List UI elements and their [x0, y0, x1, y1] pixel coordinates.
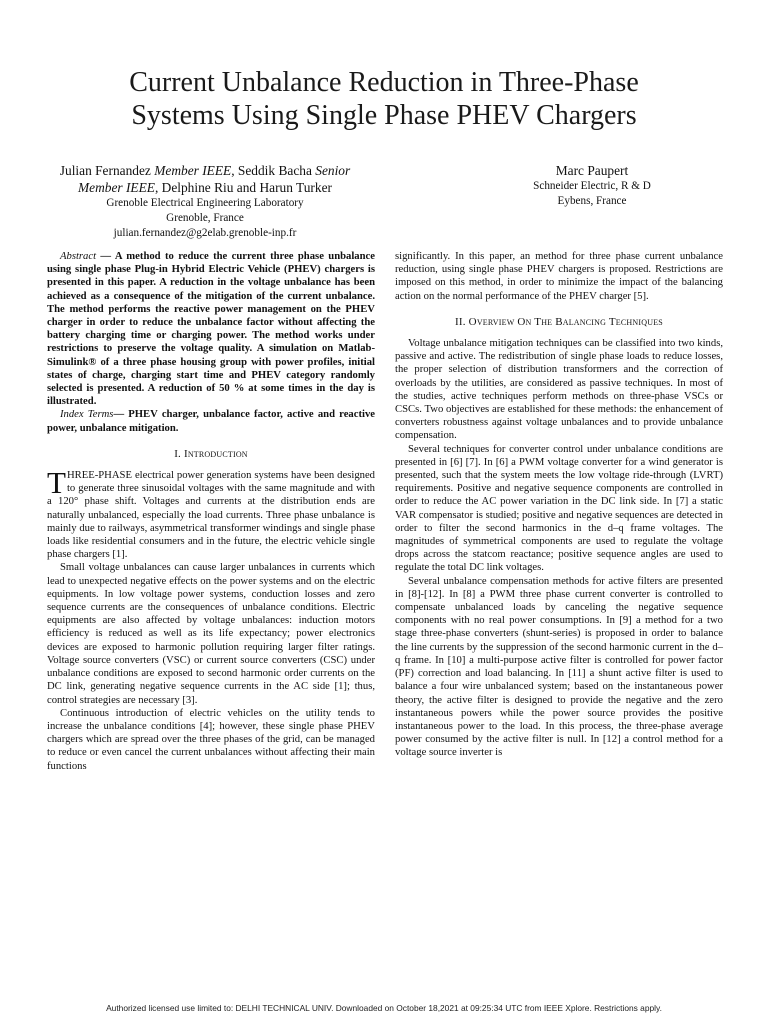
- download-footer: Authorized licensed use limited to: DELHI TECHNICAL UNIV. Downloaded on October 18,2021 at 09:25:34 UTC from IEEE Xplore. Restrictions apply.: [106, 1003, 662, 1013]
- paragraph: Several techniques for converter control under unbalance conditions are presented in [6] [7]. In [6] a PWM voltage converter for a wind generator is presented, such that the system meets the low voltage ride-through (LVRT) requirements. Positive and negative sequence components are controlled in order to reduce the AC power variation in the DC link side. In [7] a static VAR compensator is studied; positive and negative sequences are detected in order to filter the second harmonics in the d–q frame voltages. The magnitudes of symmetrical components are used to regulate the voltage drops across the statcom reactance; positive sequence angles are used to regulate the total DC link voltages.: [395, 443, 723, 574]
- index-terms-label: Index Terms: [60, 409, 114, 421]
- author-name: Julian Fernandez: [59, 163, 155, 178]
- abstract-label: Abstract: [60, 251, 97, 262]
- section-heading-introduction: I. Introduction: [174, 447, 248, 460]
- title-line-1: Current Unbalance Reduction in Three-Phase: [129, 67, 639, 98]
- paragraph: Voltage unbalance mitigation techniques can be classified into two kinds, passive and active. The redistribution of single phase loads to reduce losses, the proper selection of distribution transformers and the correction of overloads by the utilities, are considered as passive techniques. In most of the studies, active techniques perform methods on three-phase VSCs or CSCs. Two objectives are established for these methods: the enhancement of converters robustness against voltage unbalances and to provide unbalance compensation.: [395, 338, 723, 442]
- paper-title: [40, 66, 728, 132]
- paragraph-text: HREE-PHASE electrical power generation systems have been designed to generate three sinusoidal voltages with the same magnitude and with a 120° phase shift. Voltages and currents at the distribution ends are naturally unbalanced, especially the load currents. Three phase unbalance is mainly due to railways, asymmetrical transformer windings and single phase loads like residential consumers and in the future, the electric vehicle single phase chargers [1].: [47, 470, 375, 561]
- author-email: julian.fernandez@g2elab.grenoble-inp.fr: [113, 227, 297, 239]
- drop-cap: T: [47, 465, 66, 501]
- author-location: Grenoble, France: [166, 212, 244, 224]
- paragraph: [47, 465, 375, 561]
- index-terms-text: — PHEV charger, unbalance factor, active and reactive power, unbalance mitigation.: [47, 409, 375, 434]
- author-affiliation: Grenoble Electrical Engineering Laboratory: [106, 197, 304, 209]
- author-block-right: [452, 162, 732, 209]
- author-names-rest: , Delphine Riu and Harun Turker: [154, 180, 332, 195]
- author-role: Senior: [315, 163, 351, 178]
- author-separator: , Seddik Bacha: [231, 163, 316, 178]
- author-role: Member IEEE: [77, 180, 155, 195]
- paragraph: Small voltage unbalances can cause larger unbalances in currents which lead to unexpected negative effects on the power systems and on the electric equipments. In low voltage power systems, conduction losses and zero sequence currents are the consequences of unbalance conditions. Electric equipments are also affected by voltage unbalances: induction motors efficiency is reduced as well as its life expectancy; power electronics devices are exposed to harmonic pollution requiring larger filter ratings. Voltage source converters (VSC) or current source converters (CSC) under unbalance conditions are exposed to second harmonic order currents on the DC link, generating negative sequence currents in the AC side [1]; thus, control strategies are necessary [3].: [47, 562, 375, 706]
- right-column: [395, 250, 723, 760]
- paragraph: significantly. In this paper, an method for three phase current unbalance reduction, using single phase PHEV chargers is proposed. Restrictions are imposed on this method, in order to minimize the impact of the balancing action on the normal performance of the PHEV charger [5].: [395, 251, 723, 302]
- title-line-2: Systems Using Single Phase PHEV Chargers: [131, 100, 637, 131]
- abstract-text: — A method to reduce the current three phase unbalance using single phase Plug-in Hybrid Electric Vehicle (PHEV) chargers is presented in this paper. A reduction in the voltage unbalance has been achieved as a consequence of the mitigation of the current unbalance. The method performs the reactive power management on the PHEV charger in order to reduce the unbalance factor without affecting the battery charging time or charging power. The method works under restrictions to preserve the voltage quality. A simulation on Matlab-Simulink® of a three phase housing group with power profiles, initial states of charge, charging start time and PHEV category randomly selected is presented. A reduction of 50 % at some times in the day is illustrated.: [47, 251, 375, 408]
- abstract: [47, 250, 375, 408]
- paragraph: Continuous introduction of electric vehicles on the utility tends to increase the unbalance conditions [4]; however, these single phase PHEV chargers which are spread over the three phases of the grid, can be managed to reduce or even cancel the current unbalances without affecting their main functions: [47, 707, 375, 772]
- author-location: Eybens, France: [557, 195, 627, 207]
- author-affiliation: Schneider Electric, R & D: [533, 180, 651, 192]
- index-terms: [47, 408, 375, 434]
- section-heading-overview: II. Overview On The Balancing Techniques: [455, 315, 663, 328]
- paragraph: Several unbalance compensation methods for active filters are presented in [8]-[12]. In [8] a PWM three phase current converter is controlled to compensate unbalanced loads by canceling the negative sequence components with no real power consumptions. In [9] a method for a two stage three-phase converters (shunt-series) is proposed in order to balance the line currents by the suppression of the second harmonic current in the d–q frame. In [10] a multi-purpose active filter is controlled for power factor (PF) correction and load balancing. In [11] a shunt active filter is used to balance a four wire unbalanced system; based on the instantaneous power theory, the active filter is designed to provide the negative and the zero instantaneous powers while the power source provides the positive instantaneous power to the load. In this process, the three-phase average power consumed by the active filter is null. In [12] a control method for a voltage source inverter is: [395, 575, 723, 759]
- left-column: [47, 250, 375, 773]
- author-names: [40, 162, 370, 196]
- author-block-left: [40, 162, 370, 241]
- author-role: Member IEEE: [154, 163, 232, 178]
- author-name: Marc Paupert: [555, 163, 629, 178]
